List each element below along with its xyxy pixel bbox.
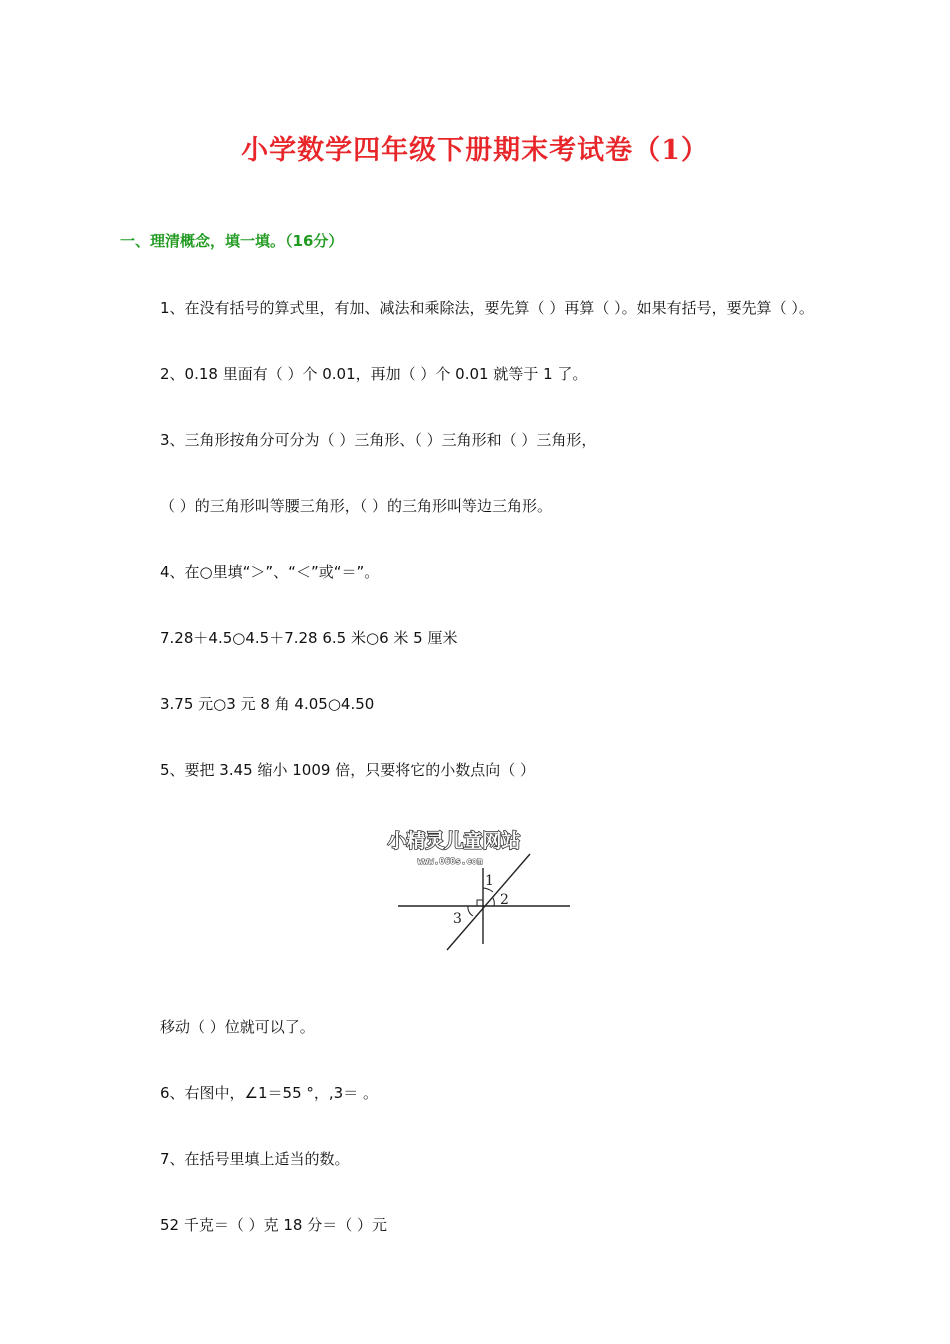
section-heading-1: 一、理清概念，填一填。（16分） [120, 232, 344, 250]
question-4-row-2: 3.75 元○3 元 8 角 4.05○4.50 [160, 695, 375, 713]
question-7: 7、在括号里填上适当的数。 [160, 1150, 350, 1168]
question-5-continued: 移动（ ）位就可以了。 [160, 1018, 315, 1036]
page-title: 小学数学四年级下册期末考试卷（1） [241, 135, 709, 166]
question-4-row-1: 7.28＋4.5○4.5＋7.28 6.5 米○6 米 5 厘米 [160, 629, 458, 647]
question-7-row-1: 52 千克＝（ ）克 18 分＝（ ）元 [160, 1216, 388, 1234]
angle-3-arc [468, 906, 473, 916]
figure-watermark: 小精灵儿童网站 [387, 830, 521, 852]
figure-watermark-url: www.060s.com [417, 857, 483, 867]
question-6: 6、右图中，∠1＝55 °，,3＝ 。 [160, 1084, 378, 1102]
diagonal-line [447, 854, 530, 950]
angle-2-arc [493, 898, 494, 906]
question-4: 4、在○里填“＞”、“＜”或“＝”。 [160, 563, 380, 581]
question-1: 1、在没有括号的算式里，有加、减法和乘除法，要先算（ ）再算（ ）。如果有括号，要先算（ ）。 [160, 299, 814, 317]
question-3-continued: （ ）的三角形叫等腰三角形，（ ）的三角形叫等边三角形。 [160, 497, 553, 515]
question-5: 5、要把 3.45 缩小 1009 倍，只要将它的小数点向（ ） [160, 761, 535, 779]
question-2: 2、0.18 里面有（ ）个 0.01，再加（ ）个 0.01 就等于 1 了。 [160, 365, 588, 383]
angle-figure [372, 822, 578, 952]
angle-label-1: 1 [485, 873, 494, 889]
angle-label-2: 2 [500, 892, 509, 908]
angle-label-3: 3 [453, 911, 462, 927]
question-3: 3、三角形按角分可分为（ ）三角形、（ ）三角形和（ ）三角形， [160, 431, 597, 449]
right-angle-mark [477, 900, 483, 906]
